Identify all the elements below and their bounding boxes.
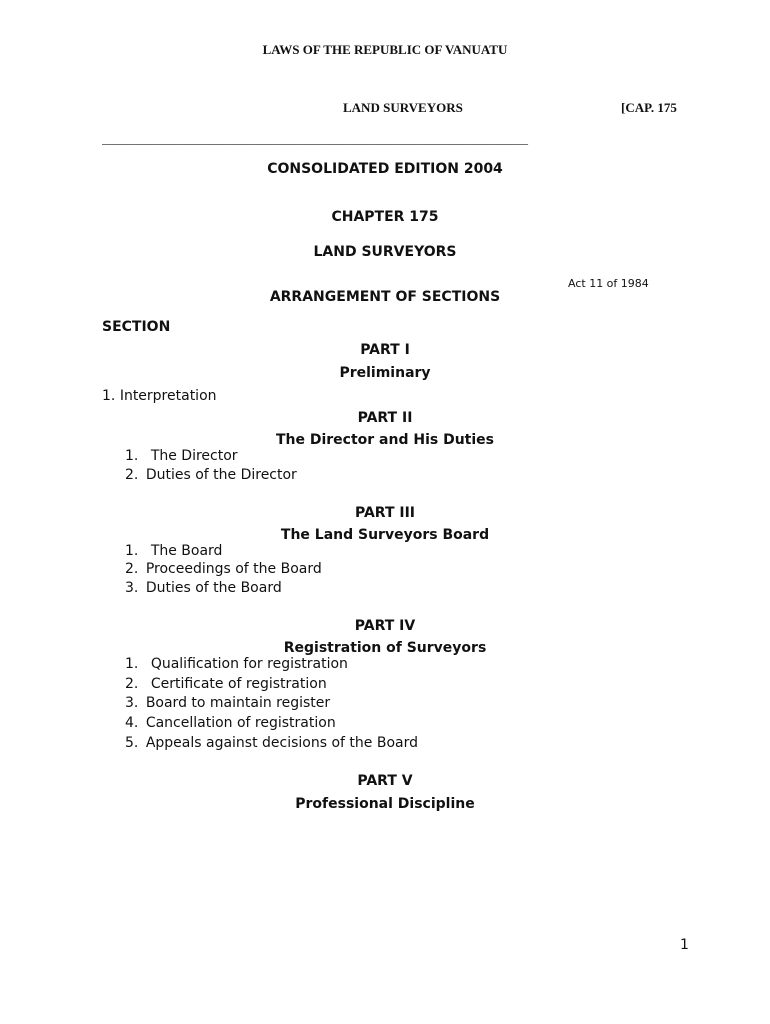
- section-item: [125, 580, 282, 596]
- section-text: Certificate of registration: [150, 676, 327, 692]
- header-rule: _______________________________________________________________________: [102, 132, 528, 146]
- part-title: Professional Discipline: [295, 796, 475, 812]
- part-title: The Director and His Duties: [275, 432, 495, 448]
- section-number: 2.: [125, 561, 139, 577]
- section-text: Cancellation of registration: [145, 715, 336, 731]
- part-heading: PART II: [357, 410, 413, 426]
- section-item: [125, 715, 336, 731]
- section-item: [125, 467, 297, 483]
- section-text: Qualification for registration: [150, 656, 348, 672]
- part-heading: PART I: [360, 342, 410, 358]
- section-item: [125, 676, 327, 692]
- section-text: Appeals against decisions of the Board: [145, 735, 418, 751]
- section-item: [125, 695, 330, 711]
- section-item: [125, 656, 348, 672]
- act-reference: Act 11 of 1984: [568, 277, 649, 290]
- section-text: Duties of the Board: [145, 580, 282, 596]
- cap-reference: [CAP. 175: [621, 100, 677, 115]
- part-title: Preliminary: [339, 365, 431, 381]
- section-item: [125, 543, 222, 559]
- chapter-title: CHAPTER 175: [331, 209, 439, 225]
- part-title: Registration of Surveyors: [283, 640, 487, 656]
- laws-title: LAWS OF THE REPUBLIC OF VANUATU: [262, 42, 508, 57]
- section-text: Interpretation: [119, 388, 217, 404]
- section-item: [102, 388, 217, 404]
- act-name: LAND SURVEYORS: [313, 244, 457, 260]
- edition-title: CONSOLIDATED EDITION 2004: [267, 161, 503, 177]
- arrangement-heading: ARRANGEMENT OF SECTIONS: [269, 289, 501, 305]
- section-number: 4.: [125, 715, 139, 731]
- section-text: The Board: [150, 543, 223, 559]
- section-text: Proceedings of the Board: [145, 561, 322, 577]
- part-heading: PART IV: [354, 618, 416, 634]
- section-label: SECTION: [102, 319, 171, 335]
- section-number: 3.: [125, 695, 139, 711]
- section-number: 1.: [125, 543, 139, 559]
- section-text: Duties of the Director: [145, 467, 297, 483]
- section-number: 1.: [125, 448, 139, 464]
- part-heading: PART III: [354, 505, 415, 521]
- section-number: 1.: [125, 656, 139, 672]
- section-number: 2.: [125, 467, 139, 483]
- page-number: 1: [680, 937, 689, 953]
- section-number: 1.: [102, 388, 116, 404]
- section-item: [125, 448, 238, 464]
- section-item: [125, 561, 322, 577]
- section-number: 3.: [125, 580, 139, 596]
- section-number: 2.: [125, 676, 139, 692]
- section-item: [125, 735, 418, 751]
- part-title: The Land Surveyors Board: [280, 527, 490, 543]
- section-text: Board to maintain register: [145, 695, 331, 711]
- running-title: LAND SURVEYORS: [343, 100, 463, 115]
- section-text: The Director: [150, 448, 238, 464]
- part-heading: PART V: [357, 773, 413, 789]
- section-number: 5.: [125, 735, 139, 751]
